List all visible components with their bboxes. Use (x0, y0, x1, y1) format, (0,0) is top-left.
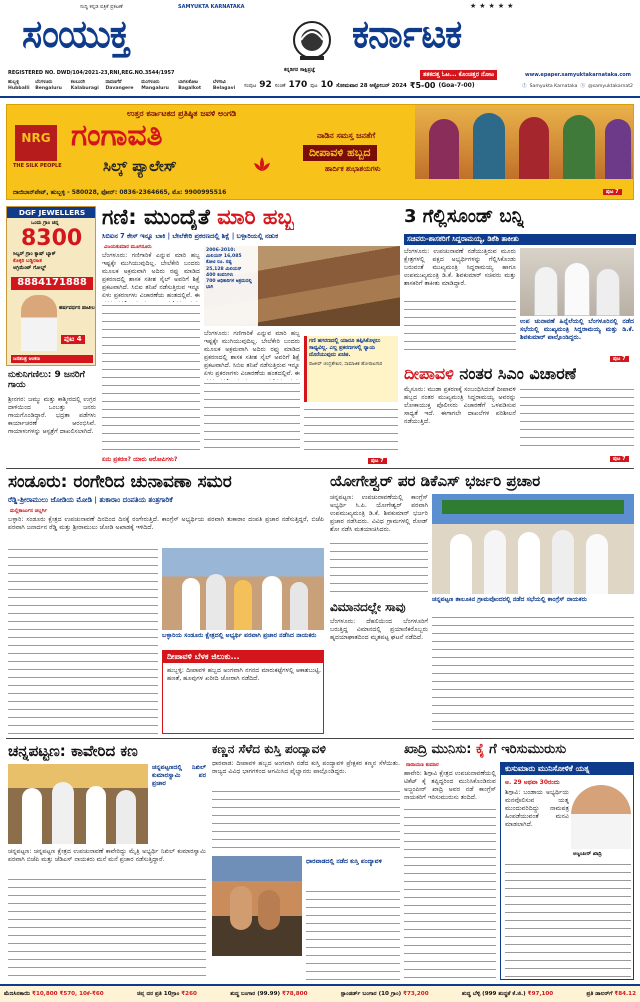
kusti-caption: ಧಾರವಾಡದಲ್ಲಿ ನಡೆದ ಕುಸ್ತಿ ಪಂದ್ಯಾವಳಿ (306, 858, 382, 865)
price: ₹5-00 (409, 81, 436, 90)
ad-page-ref[interactable] (603, 187, 622, 196)
social-twitter[interactable]: @samyuktakarnat2 (588, 84, 633, 89)
channapatna-body: ಚನ್ನಪಟ್ಟಣ: ಚನ್ನಪಟ್ಟಣ ಕ್ಷೇತ್ರದ ಉಪಚುನಾವಣೆ ಕಾವೇರಿದ್ದು ಮೈತ್ರಿ ಅಭ್ಯರ್ಥಿ ನಿಖಿಲ್ ಕುಮಾರಸ್ವಾಮಿ ಪರವಾಗಿ ಬಿಜೆಪಿ ಮತ್ತು ಜೆಡಿಎಸ್ ನಾಯಕರು ಮನೆ ಮನೆ ಪ್ರಚಾರ ನಡೆಸುತ್ತಿದ್ದಾರೆ. (8, 848, 206, 864)
twitter-icon[interactable]: ⓧ (580, 84, 586, 89)
ticker-value: ₹73,200 (403, 990, 429, 997)
dgf-line: ಅಗ್ರಿಮೆಂಟ್ ಗೋಲ್ಡ್ (13, 265, 47, 271)
ticker-label: ಶುದ್ಧ ಬೆಳ್ಳಿ (999 ಶುದ್ಧತೆ ಕೆ.ಜಿ.) (461, 990, 526, 997)
kusti-headline[interactable]: ಕಣ್ಣನ ಸೆಳೆದ ಕುಸ್ತಿ ಪಂದ್ಯಾವಳಿ (212, 742, 326, 756)
emblem-logo (286, 18, 338, 66)
stat-line: 400 ಕಂಪನಿಗಳು (206, 272, 234, 278)
masthead-title-right: ಕರ್ನಾಟಕ (352, 11, 462, 56)
channapatna-campaign-photo (8, 764, 148, 844)
ticker-value: ₹260 (181, 990, 197, 997)
ad-brand-badge (13, 123, 59, 163)
khadi-headline-left: ಖಾದ್ರಿ ಮುನಿಸು: (404, 742, 472, 757)
ticker-value: ₹97,100 (527, 990, 554, 997)
editions-list (8, 80, 240, 91)
ad-festival (303, 145, 377, 161)
edition-item: ಬಾಗಲಕೋಟ Bagalkot (178, 80, 202, 91)
ticker-value: ₹84.12 (614, 990, 636, 997)
model-figure (563, 115, 595, 179)
stat-line: ಮಿಲಿಯನ್ 16,085 (206, 254, 242, 260)
masthead-english-name: SAMYUKTA KARNATAKA (178, 4, 245, 10)
model-figure (519, 117, 549, 179)
sandur-subhead: ರೆಡ್ಡಿ-ಶ್ರೀರಾಮುಲು ಜೋಡಿಯ ಮೋಡಿ | ತುಕಾರಾಂ ದಂಪತಿಯ ತಂತ್ರಗಾರಿಕೆ (8, 496, 173, 504)
khadri-portrait (571, 785, 631, 849)
dgf-line: ಕೊಳ್ಳಿರಿ ಬಡ್ಡಿರಹಿತ (13, 258, 42, 264)
quote-box (304, 336, 398, 402)
ticker-item (4, 991, 104, 998)
issue-date: ಸೋಮವಾರ 28 ಅಕ್ಟೋಬರ್ 2024 (336, 82, 407, 89)
kusti-body: ಧಾರವಾಡ: ದೀಪಾವಳಿ ಹಬ್ಬದ ಅಂಗವಾಗಿ ನಡೆದ ಕುಸ್ತಿ ಪಂದ್ಯಾವಳಿ ಪ್ರೇಕ್ಷಕರ ಕಣ್ಮನ ಸೆಳೆಯಿತು. ರಾಜ್ಯದ ವಿವಿಧ ಭಾಗಗಳಿಂದ ಆಗಮಿಸಿದ ಪೈಲ್ವಾನರು ಪಾಲ್ಗೊಂಡಿದ್ದರು. (212, 760, 400, 776)
dgf-line: ಸಿಲ್ವರ್ ಗ್ರಾಂ ಕ್ಯಾಷ್ ಬ್ಯಾಕ್ (13, 251, 56, 257)
masthead (0, 0, 640, 102)
lead-headline-red: ಮಾರಿ ಹಬ್ಬ (217, 205, 295, 229)
vimana-headline[interactable]: ವಿಮಾನದಲ್ಲೇ ಸಾವು (330, 600, 406, 614)
cm-meeting-photo (520, 248, 634, 316)
model-figure (473, 113, 505, 179)
ad-page-ref-text: ಪುಟ 7 (603, 189, 622, 195)
crowd-figure (182, 578, 200, 630)
crowd-figure (262, 576, 282, 630)
quote-author: ರಾಜೀವ್‌ ಚಂದ್ರಶೇಖರ, ಸಾಮಾಜಿಕ ಹೋರಾಟಗಾರ (309, 362, 383, 368)
crowd-figure (116, 790, 136, 844)
sandur-campaign-photo (162, 548, 324, 630)
dgf-page-tag[interactable] (61, 335, 85, 344)
crowd-figure (586, 534, 608, 594)
registration-number: REGISTERED NO. DWD/104/2021-23,RNI,REG.NO.3544/1957 (8, 70, 175, 76)
crowd-figure (484, 530, 506, 594)
dgf-jewellers-ad[interactable] (6, 206, 96, 366)
tagline-box-text: ತತಕದತ್ತ ಓಟ... ಕೊಂಚಿತ್ತರ ನೋಟ (423, 71, 495, 78)
market-ticker (0, 984, 640, 1002)
issue-label: ಸಂಚಿಕೆ (274, 82, 286, 89)
khadi-byline: ನಾರಾಯಣ ಕುಮಾರ (406, 762, 439, 768)
yogeshwar-photo-caption: ಚನ್ನಪಟ್ಟಣ ತಾಲೂಕಿನ ಗ್ರಾಮವೊಂದರಲ್ಲಿ ನಡೆದ ಸಭೆಯಲ್ಲಿ ಕಾಂಗ್ರೆಸ್ ನಾಯಕರು (432, 596, 587, 603)
volume-number: 92 (259, 80, 272, 91)
deepavali-cm-filler (520, 386, 634, 452)
yogeshwar-filler (432, 614, 634, 734)
lead-body-filler (102, 302, 200, 454)
ticker-label: ಸ್ಟಾಂಡರ್ಡ್ ಬಂಗಾರ (10 ಗ್ರಾಂ) (340, 990, 402, 997)
person-figure (564, 262, 590, 316)
ticker-item (341, 991, 429, 998)
kusumuru-filler (505, 861, 631, 977)
crowd-figure (22, 788, 42, 844)
channapatna-filler (8, 876, 206, 980)
kusumuru-caption: ಅಜ್ಜಂಪೀರ್ ಖಾದ್ರಿ (573, 851, 602, 857)
deepavali-lights-headline: ದೀಪಾವಳಿ ಬೆಳಕ ಜಿಲುಕು... (163, 651, 323, 663)
stat-line: 700 ಅಧಿಕಾರಿಗಳ ಅಕ್ರಮದಲ್ಲಿ ಭಾಗಿ (206, 278, 252, 291)
yogeshwar-headline[interactable]: ಯೋಗೇಶ್ವರ್ ಪರ ಡಿಕೆಎಸ್ ಭರ್ಜರಿ ಪ್ರಚಾರ (330, 472, 541, 490)
ad-subtitle: ಸಿಲ್ಕ್ ಪ್ಯಾಲೇಸ್ (103, 157, 177, 175)
dgf-price: 8300 (21, 226, 83, 251)
sandur-photo-caption: ಬಳ್ಳಾರಿಯ ಸಂಡೂರು ಕ್ಷೇತ್ರದಲ್ಲಿ ಅಭ್ಯರ್ಥಿ ಪರವಾಗಿ ಪ್ರಚಾರ ನಡೆಸಿದ ನಾಯಕರು (162, 632, 317, 639)
vimana-body: ಬೆಂಗಳೂರು: ದೆಹಲಿಯಿಂದ ಬೆಂಗಳೂರಿಗೆ ಬರುತ್ತಿದ್ದ ವಿಮಾನದಲ್ಲಿ ಪ್ರಯಾಣಿಕರೊಬ್ಬರು ಹೃದಯಾಘಾತದಿಂದ ಮೃತಪಟ್ಟ ಘಟನೆ ನಡೆದಿದೆ. (330, 618, 428, 642)
person-figure (534, 266, 558, 316)
gangavathi-ad[interactable] (6, 104, 634, 200)
lead-body-col-1: ಬೆಂಗಳೂರು: ಗಣಿಗಾರಿಕೆ ಎನ್ನುವ ಮಾರಿ ಹಬ್ಬ ಇಷ್ಟಕ್ಕೇ ಮುಗಿಯುವುದಿಲ್ಲ. ಬೇಲೆಕೇರಿ ಬಂದರು ಮೂಲಕ ಅಕ್ರಮವಾಗಿ ಅದಿರು ರಫ್ತು ಮಾಡಿದ ಪ್ರಕರಣದಲ್ಲಿ ಶಾಸಕ ಸತೀಶ ಸೈಲ್ ಅವರಿಗೆ ಶಿಕ್ಷೆ ಪ್ರಕಟವಾಗಿದೆ. ಸಿಬಿಐ ತನಿಖೆ ನಡೆಸುತ್ತಿರುವ ಇನ್ನೂ ಏಳು ಪ್ರಕರಣಗಳು ವಿಚಾರಣೆಯ ಹಂತದಲ್ಲಿವೆ. ಈ (102, 252, 200, 300)
deepavali-cm-text: ನಂತರ ಸಿಎಂ ವಿಚಾರಣೆ (459, 364, 577, 383)
section-divider (6, 468, 634, 469)
lead-body-filler (304, 406, 398, 452)
section-divider (6, 738, 634, 739)
sandur-filler (8, 546, 158, 734)
lead-byline: ವಿಜಯಕುಮಾರ ಮೂಗನೂರು (104, 244, 152, 250)
mining-site-photo (204, 246, 400, 326)
stats-box (204, 246, 258, 326)
dgf-person-caption: ಹರ್ಷವರ್ಧನ ಪಾಟೀಲ (59, 305, 95, 311)
dgf-subtitle: ಒಂದು ಗ್ರಾಂ ಚಿನ್ನ (31, 220, 59, 226)
ticker-label: ಶುದ್ಧ ಬಂಗಾರ (99.99) (230, 990, 281, 997)
stat-line: 25,128 ಮಿಲಿಯನ್ (206, 266, 242, 272)
left-brief-body: ಶ್ರೀನಗರ: ಜಮ್ಮು ಮತ್ತು ಕಾಶ್ಮೀರದಲ್ಲಿ ಉಗ್ರರ ದಾಳಿಯಿಂದ ಒಂಬತ್ತು ಜನರು ಗಾಯಗೊಂಡಿದ್ದಾರೆ. ಭದ್ರತಾ ಪಡೆಗಳು ಕಾರ್ಯಾಚರಣೆ ಆರಂಭಿಸಿವೆ. ಗಾಯಾಳುಗಳನ್ನು ಆಸ್ಪತ್ರೆಗೆ ದಾಖಲಿಸಲಾಗಿದೆ. (8, 396, 96, 436)
deepavali-cm-page-ref-text: ಪುಟ 7 (610, 456, 629, 462)
lead-body-col-2: ಬೆಂಗಳೂರು: ಗಣಿಗಾರಿಕೆ ಎನ್ನುವ ಮಾರಿ ಹಬ್ಬ ಇಷ್ಟಕ್ಕೇ ಮುಗಿಯುವುದಿಲ್ಲ. ಬೇಲೆಕೇರಿ ಬಂದರು ಮೂಲಕ ಅಕ್ರಮವಾಗಿ ಅದಿರು ರಫ್ತು ಮಾಡಿದ ಪ್ರಕರಣದಲ್ಲಿ ಶಾಸಕ ಸತೀಶ ಸೈಲ್ ಅವರಿಗೆ ಶಿಕ್ಷೆ ಪ್ರಕಟವಾಗಿದೆ. ಸಿಬಿಐ ತನಿಖೆ ನಡೆಸುತ್ತಿರುವ ಇನ್ನೂ ಏಳು ಪ್ರಕರಣಗಳು ವಿಚಾರಣೆಯ ಹಂತದಲ್ಲಿವೆ. ಈ (204, 330, 300, 378)
deepavali-cm-page-ref[interactable] (610, 454, 629, 463)
edition-item: ದಾವಣಗೆರೆ Davangere (105, 80, 134, 91)
crowd-figure (450, 534, 472, 594)
right-lead-page-ref[interactable] (610, 354, 629, 363)
masthead-tagline: ಸುದ್ದಿ ಕನ್ನಡ ಪತ್ರಿಕೆ ಪ್ರಕಟಣೆ (80, 4, 123, 10)
kusumuru-body: ಶಿಗ್ಗಾವಿ: ಬಂಡಾಯ ಅಭ್ಯರ್ಥಿಯ ಮನವೊಲಿಸುವ ಯತ್ನ ಮುಂದುವರಿದಿದ್ದು ನಾಮಪತ್ರ ಹಿಂಪಡೆಯುವಂತೆ ಮನವಿ ಮಾಡಲಾಗಿದೆ. (505, 789, 569, 829)
khadi-headline-right: ಗೆ ಇರಿಸುಮುರುಸು (489, 742, 567, 757)
left-brief-headline[interactable]: ನುಕುನಿಗಣಿಲು: 9 ಜನರಿಗೆ ಗಾಯ (8, 370, 85, 391)
khadi-headline[interactable] (404, 742, 566, 758)
yogeshwar-body: ಚನ್ನಪಟ್ಟಣ: ಉಪಚುನಾವಣೆಯಲ್ಲಿ ಕಾಂಗ್ರೆಸ್ ಅಭ್ಯರ್ಥಿ ಸಿ.ಪಿ. ಯೋಗೇಶ್ವರ್ ಪರವಾಗಿ ಉಪಮುಖ್ಯಮಂತ್ರಿ ಡಿ.ಕೆ. ಶಿವಕುಮಾರ್ ಭರ್ಜರಿ ಪ್ರಚಾರ ನಡೆಸಿದರು. ವಿವಿಧ ಗ್ರಾಮಗಳಲ್ಲಿ ರೋಡ್ ಶೋ ನಡೆಸಿ ಮತಯಾಚಿಸಿದರು. (330, 494, 428, 534)
pages-number: 10 (320, 80, 334, 91)
ad-brand-badge-text: NRG (21, 131, 51, 145)
ad-title: ಗಂಗಾವತಿ (71, 118, 163, 153)
right-lead-filler (404, 298, 516, 354)
model-figure (429, 119, 459, 179)
yogeshwar-filler (330, 540, 428, 596)
edition-item: ಮಂಗಳೂರು Mangaluru (141, 80, 169, 91)
ticker-label: ಪ್ರತಿ ಡಾಲರ್‌ಗೆ (586, 990, 613, 997)
channapatna-headline[interactable]: ಚನ್ನಪಟ್ಟಣ: ಕಾವೇರಿದ ಕಣ (8, 742, 138, 760)
ticker-label: ಮೆಣಸಿನಕಾಯಿ (4, 990, 31, 997)
kusumuru-date: ಅ. 29 ಅಥವಾ 30ರಂದು (505, 779, 560, 786)
sandur-headline[interactable]: ಸಂಡೂರು: ರಂಗೇರಿದ ಚುನಾವಣಾ ಸಮರ (8, 472, 232, 492)
kusti-filler (306, 888, 400, 980)
volume-label: ಸಂಪುಟ (244, 82, 257, 89)
dgf-phone-text: 8884171888 (17, 277, 87, 288)
wrestler-figure (230, 886, 252, 930)
yogeshwar-rally-photo (432, 494, 634, 594)
crowd-figure (52, 782, 74, 844)
lead-headline-text: ಮುಂದೈತೆ (143, 205, 210, 229)
kusumuru-box[interactable] (500, 762, 634, 980)
right-lead-headline[interactable]: 3 ಗೆಲ್ಲಿಸೂಂಡ್ ಬನ್ನಿ (404, 206, 525, 227)
quote-text: ಗಣಿ ಹಗರಣದಲ್ಲಿ ಯಾರೂ ತಪ್ಪಿಸಿಕೊಳ್ಳಲು ಸಾಧ್ಯವಿಲ್ಲ. ಎಲ್ಲ ಪ್ರಕರಣಗಳಲ್ಲಿ ನ್ಯಾಯ ದೊರೆಯುವುದು ಖಚಿತ. (309, 338, 381, 359)
emblem-caption: ಕನ್ನಡಿಗರ ಸಾಕ್ಷಿಪ್ರಜ್ಞೆ (284, 67, 316, 73)
crowd-figure (518, 532, 540, 594)
stars-decoration: ★★★★★ (470, 2, 517, 10)
dgf-title-text: DGF JEWELLERS (18, 208, 86, 217)
edition-item: ಕಲಬುರಗಿ Kalaburagi (70, 80, 99, 91)
ad-festival-text: ದೀಪಾವಳಿ ಹಬ್ಬದ (309, 146, 371, 159)
lead-body-filler (204, 380, 300, 452)
crowd-figure (86, 786, 106, 844)
person-figure (596, 268, 620, 316)
ticker-item (230, 991, 307, 998)
dgf-title (7, 207, 96, 218)
issue-info (244, 80, 520, 92)
ad-wishes: ಹಾರ್ದಿಕ ಶುಭಾಶಯಗಳು (325, 165, 381, 173)
deepavali-cm-body: ಮೈಸೂರು: ಮುಡಾ ಪ್ರಕರಣಕ್ಕೆ ಸಂಬಂಧಿಸಿದಂತೆ ದೀಪಾವಳಿ ಹಬ್ಬದ ನಂತರ ಮುಖ್ಯಮಂತ್ರಿ ಸಿದ್ದರಾಮಯ್ಯ ಅವರನ್ನು ಲೋಕಾಯುಕ್ತ ಪೊಲೀಸರು ವಿಚಾರಣೆಗೆ ಒಳಪಡಿಸುವ ಸಾಧ್ಯತೆ ಇದೆ. ಈಗಾಗಲೇ ದಾಖಲೆಗಳ ಪರಿಶೀಲನೆ ನಡೆಯುತ್ತಿದೆ. (404, 386, 516, 426)
crowd-figure (234, 580, 252, 630)
kusti-filler (212, 788, 400, 852)
stat-line: ಕೋಟಿ ರೂ. ನಷ್ಟ (206, 260, 232, 266)
ticker-item (137, 991, 197, 998)
khadi-headline-red: ಕೈ (476, 742, 485, 757)
dgf-phone[interactable] (11, 277, 93, 290)
ad-greeting: ನಾಡಿನ ಸಮಸ್ತ ಜನತೆಗೆ (317, 131, 376, 140)
right-lead-subhead: ಸಚಿವರು-ಶಾಸಕರಿಗೆ ಸಿದ್ದರಾಮಯ್ಯ, ಡಿಕೆಶಿ ತಾಕೀತು (404, 234, 636, 245)
deepavali-cm-headline[interactable] (404, 364, 576, 384)
masthead-divider (0, 96, 640, 98)
issue-number: 170 (288, 80, 308, 91)
edition-item: ಹುಬ್ಬಳ್ಳಿ Hubballi (8, 80, 30, 91)
stage-banner (442, 500, 624, 514)
crowd-figure (290, 582, 308, 630)
edition-item: ಬೆಂಗಳೂರು Bengaluru (35, 80, 62, 91)
cm-photo-caption: ಉಪ ಚುನಾವಣೆ ಹಿನ್ನೆಲೆಯಲ್ಲಿ ಬೆಂಗಳೂರಿನಲ್ಲಿ ನಡೆದ ಸಭೆಯಲ್ಲಿ ಮುಖ್ಯಮಂತ್ರಿ ಸಿದ್ದರಾಮಯ್ಯ ಮತ್ತು ಡಿ.ಕೆ. ಶಿವಕುಮಾರ್ ಪಾಲ್ಗೊಂಡಿದ್ದರು. (520, 318, 634, 342)
ticker-value: ₹10,800 ₹570, 10ಕೆ-₹60 (32, 990, 104, 997)
social-links (522, 84, 638, 90)
deepavali-cm-red: ದೀಪಾವಳಿ (404, 364, 454, 383)
lead-more[interactable]: ಏನು ಪ್ರಕರಣ? ಯಾರು ಆರೋಪಿಗಳು? (102, 456, 178, 463)
lead-subhead: ಸಿಬಿಐನ 7 ಕೇಸ್ ಇನ್ನೂ ಬಾಕಿ | ಬೇಲೆಕೇರಿ ಪ್ರಕರಣದಲ್ಲಿ ಶಿಕ್ಷೆ | ಬಳ್ಳಾರಿಯಲ್ಲಿ ನಡುಕ (102, 232, 279, 240)
dgf-page-tag-text: ಪುಟ 4 (61, 335, 85, 344)
sandur-body: ಬಳ್ಳಾರಿ: ಸಂಡೂರು ಕ್ಷೇತ್ರದ ಉಪಚುನಾವಣೆ ದಿನದಿಂದ ದಿನಕ್ಕೆ ರಂಗೇರುತ್ತಿದೆ. ಕಾಂಗ್ರೆಸ್ ಅಭ್ಯರ್ಥಿಯ ಪರವಾಗಿ ತುಕಾರಾಂ ದಂಪತಿ ಪ್ರಚಾರ ನಡೆಸುತ್ತಿದ್ದರೆ, ಬಿಜೆಪಿ ಪರವಾಗಿ ಜನಾರ್ದನ ರೆಡ್ಡಿ ಮತ್ತು ಶ್ರೀರಾಮುಲು ಜೋಡಿ ಅಖಾಡಕ್ಕೆ ಇಳಿದಿದೆ. (8, 516, 324, 532)
kusti-photo (212, 856, 302, 956)
ad-address: ದಾಜಿಬಾನ್‌ಪೇಟ್, ಹುಬ್ಬಳ್ಳಿ - 580028, ಫೋನ್: 0836-2364665, ಮೊ: 9900995516 (13, 189, 227, 196)
ad-models-photo (415, 105, 634, 179)
khadi-filler (404, 806, 496, 980)
ad-lotus-logo (251, 155, 273, 173)
ticker-label: ಚಿನ್ನ ದರ ಪ್ರತಿ 10ಗ್ರಾಂ (136, 990, 180, 997)
ticker-item (586, 991, 635, 998)
crowd-figure (206, 574, 226, 630)
edition-item: ಬೆಳಗಾವಿ Belagavi (212, 80, 236, 91)
dgf-section-text: ಜನತಂತ್ರ ಅಂಕಣ (13, 356, 40, 362)
kusumuru-headline: ಕುಸುಮಾರು ಮುನಿಸೋಳಿಕೆ ಯತ್ನ (501, 763, 633, 775)
social-facebook[interactable]: Samyukta Karnataka (529, 84, 578, 89)
ad-brand-sub: THE SILK PEOPLE (13, 163, 62, 169)
pages-label: ಪುಟ (310, 82, 318, 89)
channapatna-photo-caption: ಚನ್ನಪಟ್ಟಣದಲ್ಲಿ ನಿಖಿಲ್ ಕುಮಾರಸ್ವಾಮಿ ಪರ ಪ್ರಚಾರ (152, 764, 206, 788)
model-figure (605, 119, 631, 179)
deepavali-lights-body: ಹುಬ್ಬಳ್ಳಿ: ದೀಪಾವಳಿ ಹಬ್ಬದ ಅಂಗವಾಗಿ ನಗರದ ಮಾರುಕಟ್ಟೆಗಳಲ್ಲಿ ಆಕಾಶಬುಟ್ಟಿ, ಹಣತೆ, ಹೂವುಗಳ ಖರೀದಿ ಜೋರಾಗಿ ನಡೆದಿದೆ. (167, 667, 321, 683)
masthead-title-left: ಸಂಯುಕ್ತ (22, 11, 130, 56)
ticker-item (462, 991, 553, 998)
lead-headline[interactable] (102, 204, 294, 230)
right-lead-body-col-1: ಬೆಂಗಳೂರು: ಉಪಚುನಾವಣೆ ನಡೆಯುತ್ತಿರುವ ಮೂರು ಕ್ಷೇತ್ರಗಳಲ್ಲಿ ಪಕ್ಷದ ಅಭ್ಯರ್ಥಿಗಳನ್ನು ಗೆಲ್ಲಿಸಿಕೊಂಡು ಬರುವಂತೆ ಮುಖ್ಯಮಂತ್ರಿ ಸಿದ್ದರಾಮಯ್ಯ ಹಾಗೂ ಉಪಮುಖ್ಯಮಂತ್ರಿ ಡಿ.ಕೆ. ಶಿವಕುಮಾರ್ ಸಚಿವರು ಮತ್ತು ಶಾಸಕರಿಗೆ ತಾಕೀತು ಮಾಡಿದ್ದಾರೆ. (404, 248, 516, 288)
price-goa: (Goa-7-00) (438, 82, 475, 90)
tagline-box (420, 70, 497, 80)
lead-page-ref-text: ಪುಟ 7 (368, 458, 387, 464)
dgf-section (11, 355, 93, 363)
right-lead-page-ref-text: ಪುಟ 7 (610, 356, 629, 362)
facebook-icon[interactable]: ⓕ (522, 84, 527, 89)
stat-line: 2006-2010: (206, 248, 236, 253)
sandur-byline: ಮಲ್ಲಿಕಾರ್ಜುನ ಚಿಲ್ಲರ್ಗಿ (10, 508, 48, 514)
deepavali-lights-box[interactable] (162, 650, 324, 734)
lead-page-ref[interactable] (368, 456, 387, 465)
lead-kicker: ಗಣಿ: (102, 205, 137, 229)
crowd-figure (552, 530, 574, 594)
wrestler-figure (258, 890, 280, 930)
epaper-link[interactable]: www.epaper.samyuktakarnataka.com (525, 72, 631, 78)
ticker-value: ₹78,800 (281, 990, 308, 997)
khadi-body: ಹಾವೇರಿ: ಶಿಗ್ಗಾವಿ ಕ್ಷೇತ್ರದ ಉಪಚುನಾವಣೆಯಲ್ಲಿ ಟಿಕೆಟ್ ಕೈ ತಪ್ಪಿದ್ದರಿಂದ ಮುನಿಸಿಕೊಂಡಿರುವ ಅಜ್ಜಂಪೀರ್ ಖಾದ್ರಿ ಅವರ ನಡೆ ಕಾಂಗ್ರೆಸ್ ನಾಯಕರಿಗೆ ಇರಿಸುಮುರುಸು ತಂದಿದೆ. (404, 770, 496, 802)
dgf-person-photo (21, 295, 57, 351)
ad-intro: ಉತ್ತರ ಕರ್ನಾಟಕದ ಪ್ರತಿಷ್ಠಿತ ಜವಳಿ ಅಂಗಡಿ (127, 109, 237, 118)
